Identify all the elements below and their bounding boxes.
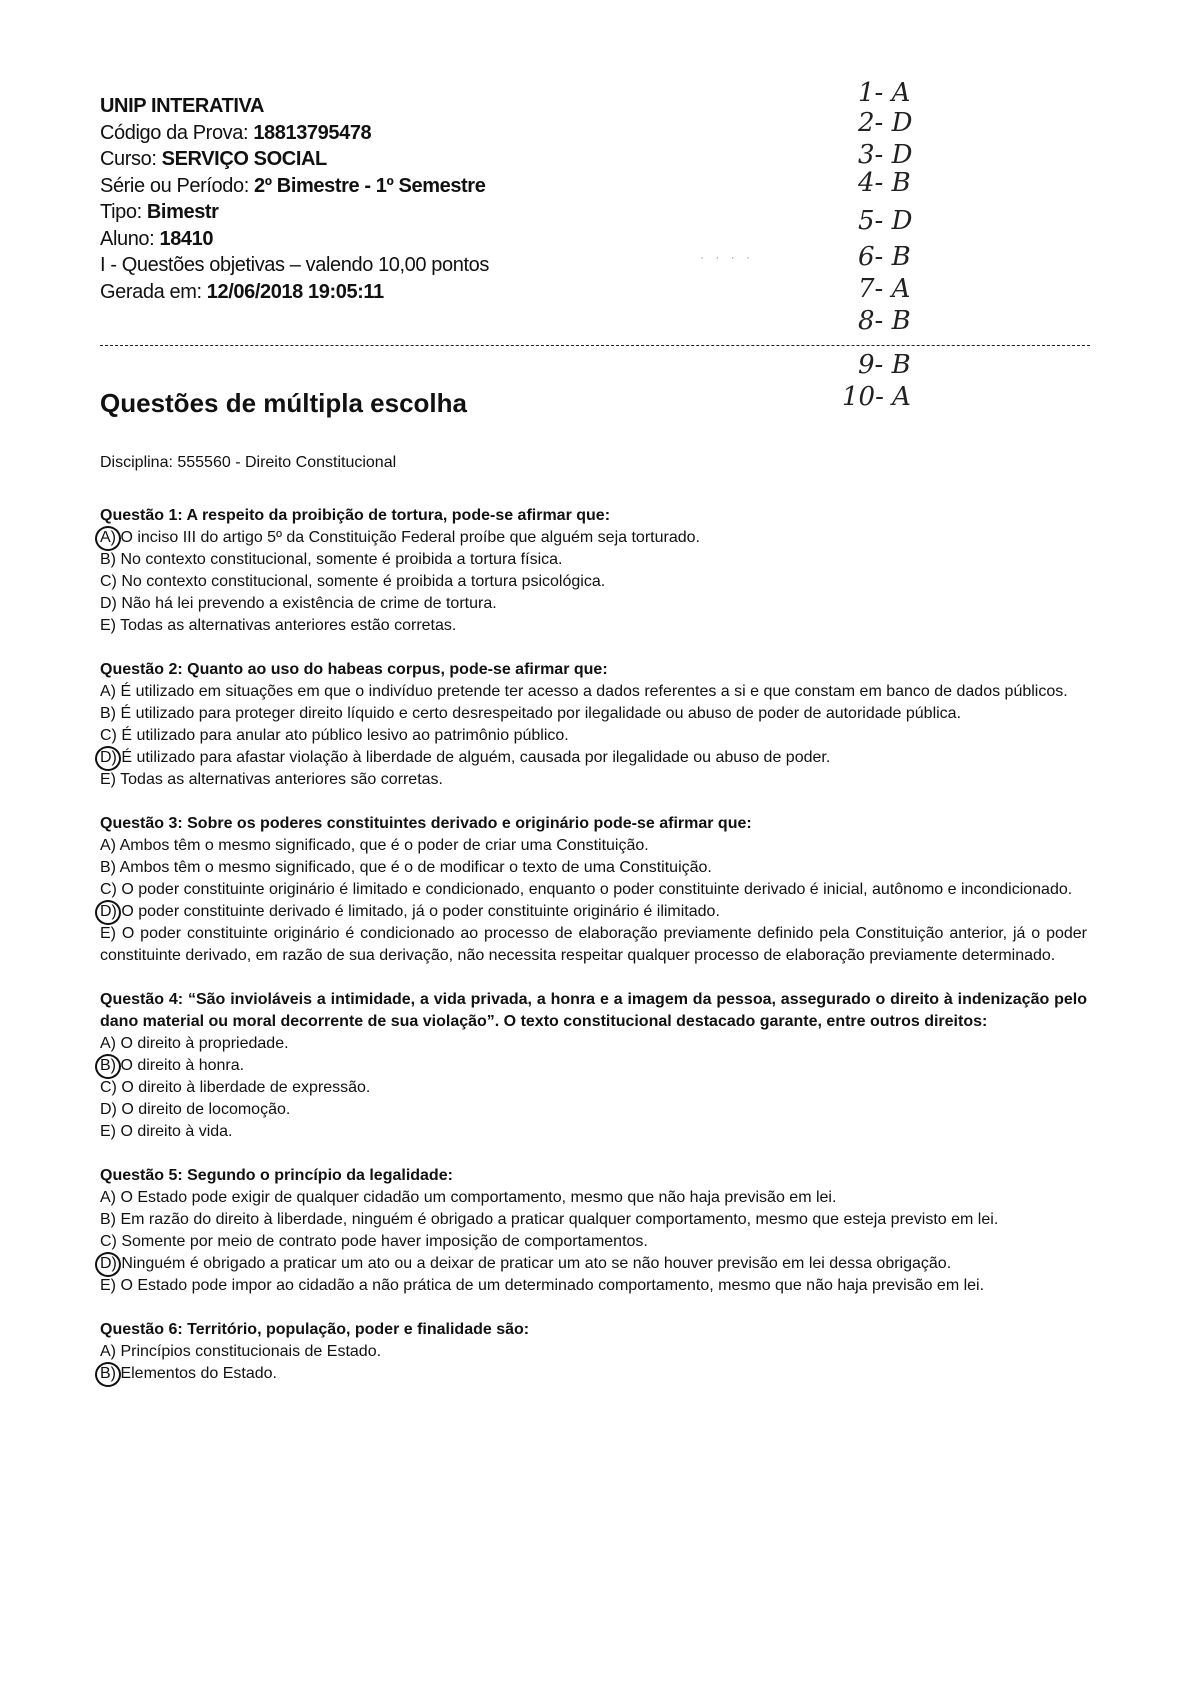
handwritten-answer: 5- D [858,206,913,236]
question-3 [100,813,1087,967]
option-letter: D) [100,1101,117,1118]
option-letter: B) [100,859,116,876]
answer-option [100,1209,1087,1231]
question-title: Questão 1: A respeito da proibição de tortura, pode-se afirmar que: [100,507,611,524]
option-letter: C) [100,727,117,744]
option-text: O direito de locomoção. [116,1101,291,1118]
question-6 [100,1319,1087,1385]
divider [100,345,1090,346]
option-text: Todas as alternativas anteriores estão corretas. [116,617,457,634]
option-letter: A) [100,1343,116,1360]
question-title: Questão 2: Quanto ao uso do habeas corpus, pode-se afirmar que: [100,661,608,678]
answer-option [100,835,1087,857]
answer-option [100,1187,1087,1209]
option-letter: E) [100,1123,116,1140]
handwritten-answer: 9- B [858,350,911,380]
handwritten-answer: 3- D [858,140,913,170]
option-text: É utilizado para proteger direito líquido e certo desrespeitado por ilegalidade ou abuso de poder de autoridade pública. [116,705,962,722]
answer-option [100,1231,1087,1253]
handwritten-answer: 1- A [858,78,911,108]
answer-option [100,1341,1087,1363]
answer-option [100,1121,1087,1143]
option-text: Todas as alternativas anteriores são corretas. [116,771,443,788]
option-text: Princípios constitucionais de Estado. [116,1343,382,1360]
answer-option [100,923,1087,967]
handwritten-answer: 2- D [858,108,913,138]
page-title: Questões de múltipla escolha [100,388,467,418]
question-1 [100,505,1087,637]
circled-option-letter: A) [100,527,116,549]
answer-option [100,879,1087,901]
circled-option-letter: D) [100,901,117,923]
option-text: Em razão do direito à liberdade, ninguém é obrigado a praticar qualquer comportamento, mesmo que esteja previsto em lei. [116,1211,999,1228]
option-text: O Estado pode impor ao cidadão a não prática de um determinado comportamento, mesmo que não haja previsão em lei. [116,1277,985,1294]
option-text: O poder constituinte originário é limitado e condicionado, enquanto o poder constituinte derivado é inicial, autônomo e incondicionado. [116,881,1073,898]
question-title: Questão 6: Território, população, poder e finalidade são: [100,1321,530,1338]
option-letter: C) [100,1079,117,1096]
circled-option-letter: B) [100,1055,116,1077]
option-letter: C) [100,1233,117,1250]
option-text: O direito à vida. [116,1123,233,1140]
question-title: Questão 5: Segundo o princípio da legalidade: [100,1167,453,1184]
option-letter: B) [100,551,116,568]
circled-option-letter: D) [100,747,117,769]
option-text: Elementos do Estado. [116,1365,277,1382]
answer-option [100,549,1087,571]
answer-option [100,615,1087,637]
option-letter: D) [100,595,117,612]
option-letter: A) [100,683,116,700]
question-2 [100,659,1087,791]
option-letter: A) [100,1035,116,1052]
option-letter: E) [100,1277,116,1294]
option-letter: A) [100,1189,116,1206]
question-4 [100,989,1087,1143]
period: Série ou Período: 2º Bimestre - 1º Semestre [100,174,486,197]
exam-code: Código da Prova: 18813795478 [100,121,372,144]
generated-date: Gerada em: 12/06/2018 19:05:11 [100,280,384,303]
answer-option [100,1055,1087,1077]
handwritten-answer: 8- B [858,306,911,336]
handwritten-answer: 7- A [858,274,911,304]
option-text: O direito à honra. [116,1057,245,1074]
answer-option [100,747,1087,769]
answer-option [100,593,1087,615]
option-text: Ambos têm o mesmo significado, que é o poder de criar uma Constituição. [116,837,649,854]
option-text: Ambos têm o mesmo significado, que é o de modificar o texto de uma Constituição. [116,859,712,876]
option-text: O direito à propriedade. [116,1035,289,1052]
handwritten-answer: 6- B [858,242,911,272]
answer-option [100,1253,1087,1275]
option-text: É utilizado em situações em que o indivíduo pretende ter acesso a dados referentes a si e que constam em banco de dados públicos. [116,683,1068,700]
institution: UNIP INTERATIVA [100,95,265,117]
answer-option [100,901,1087,923]
option-letter: E) [100,925,116,942]
discipline: Disciplina: 555560 - Direito Constitucional [100,454,397,471]
scan-noise: · · · · [700,250,754,264]
option-text: É utilizado para afastar violação à liberdade de alguém, causada por ilegalidade ou abuso de poder. [116,749,831,766]
exam-type: Tipo: Bimestr [100,201,219,223]
option-letter: C) [100,573,117,590]
answer-option [100,571,1087,593]
circled-option-letter: B) [100,1363,116,1385]
question-5 [100,1165,1087,1297]
answer-option [100,1099,1087,1121]
option-text: O direito à liberdade de expressão. [116,1079,371,1096]
circled-option-letter: D) [100,1253,117,1275]
option-letter: B) [100,1211,116,1228]
answer-option [100,857,1087,879]
option-text: Não há lei prevendo a existência de crime de tortura. [116,595,497,612]
option-letter: C) [100,881,117,898]
answer-option [100,703,1087,725]
answer-option [100,769,1087,791]
answer-option [100,1363,1087,1385]
option-letter: E) [100,617,116,634]
option-text: O Estado pode exigir de qualquer cidadão um comportamento, mesmo que não haja previsão em lei. [116,1189,837,1206]
option-text: O poder constituinte originário é condicionado ao processo de elaboração previamente definido pela Constituição anterior, já o poder constituinte derivado, em razão de sua derivação, não necessita respeitar qualquer processo de elaboração previamente determinado. [100,925,1087,964]
option-text: O inciso III do artigo 5º da Constituição Federal proíbe que alguém seja torturado. [116,529,700,546]
answer-option [100,725,1087,747]
question-title: Questão 3: Sobre os poderes constituintes derivado e originário pode-se afirmar que: [100,815,752,832]
answer-option [100,527,1087,549]
handwritten-answer: 4- B [858,168,911,198]
section-info: I - Questões objetivas – valendo 10,00 pontos [100,254,489,276]
option-text: Somente por meio de contrato pode haver imposição de comportamentos. [116,1233,648,1250]
option-text: Ninguém é obrigado a praticar um ato ou a deixar de praticar um ato se não houver previsão em lei dessa obrigação. [116,1255,952,1272]
answer-option [100,1033,1087,1055]
question-title: Questão 4: “São invioláveis a intimidade, a vida privada, a honra e a imagem da pessoa, assegurado o direito à indenização pelo dano material ou moral decorrente de sua violação”. O texto constitucional destacado garante, entre outros direitos: [100,991,1087,1030]
option-text: No contexto constitucional, somente é proibida a tortura física. [116,551,563,568]
handwritten-answer: 10- A [842,382,911,412]
option-letter: B) [100,705,116,722]
answer-option [100,681,1087,703]
exam-header [100,93,489,305]
option-text: É utilizado para anular ato público lesivo ao patrimônio público. [116,727,569,744]
option-text: No contexto constitucional, somente é proibida a tortura psicológica. [116,573,606,590]
course: Curso: SERVIÇO SOCIAL [100,148,327,170]
question-list [100,505,1087,1407]
option-letter: E) [100,771,116,788]
student-id: Aluno: 18410 [100,227,214,250]
option-letter: A) [100,837,116,854]
answer-option [100,1077,1087,1099]
option-text: O poder constituinte derivado é limitado, já o poder constituinte originário é ilimitado. [116,903,720,920]
answer-option [100,1275,1087,1297]
